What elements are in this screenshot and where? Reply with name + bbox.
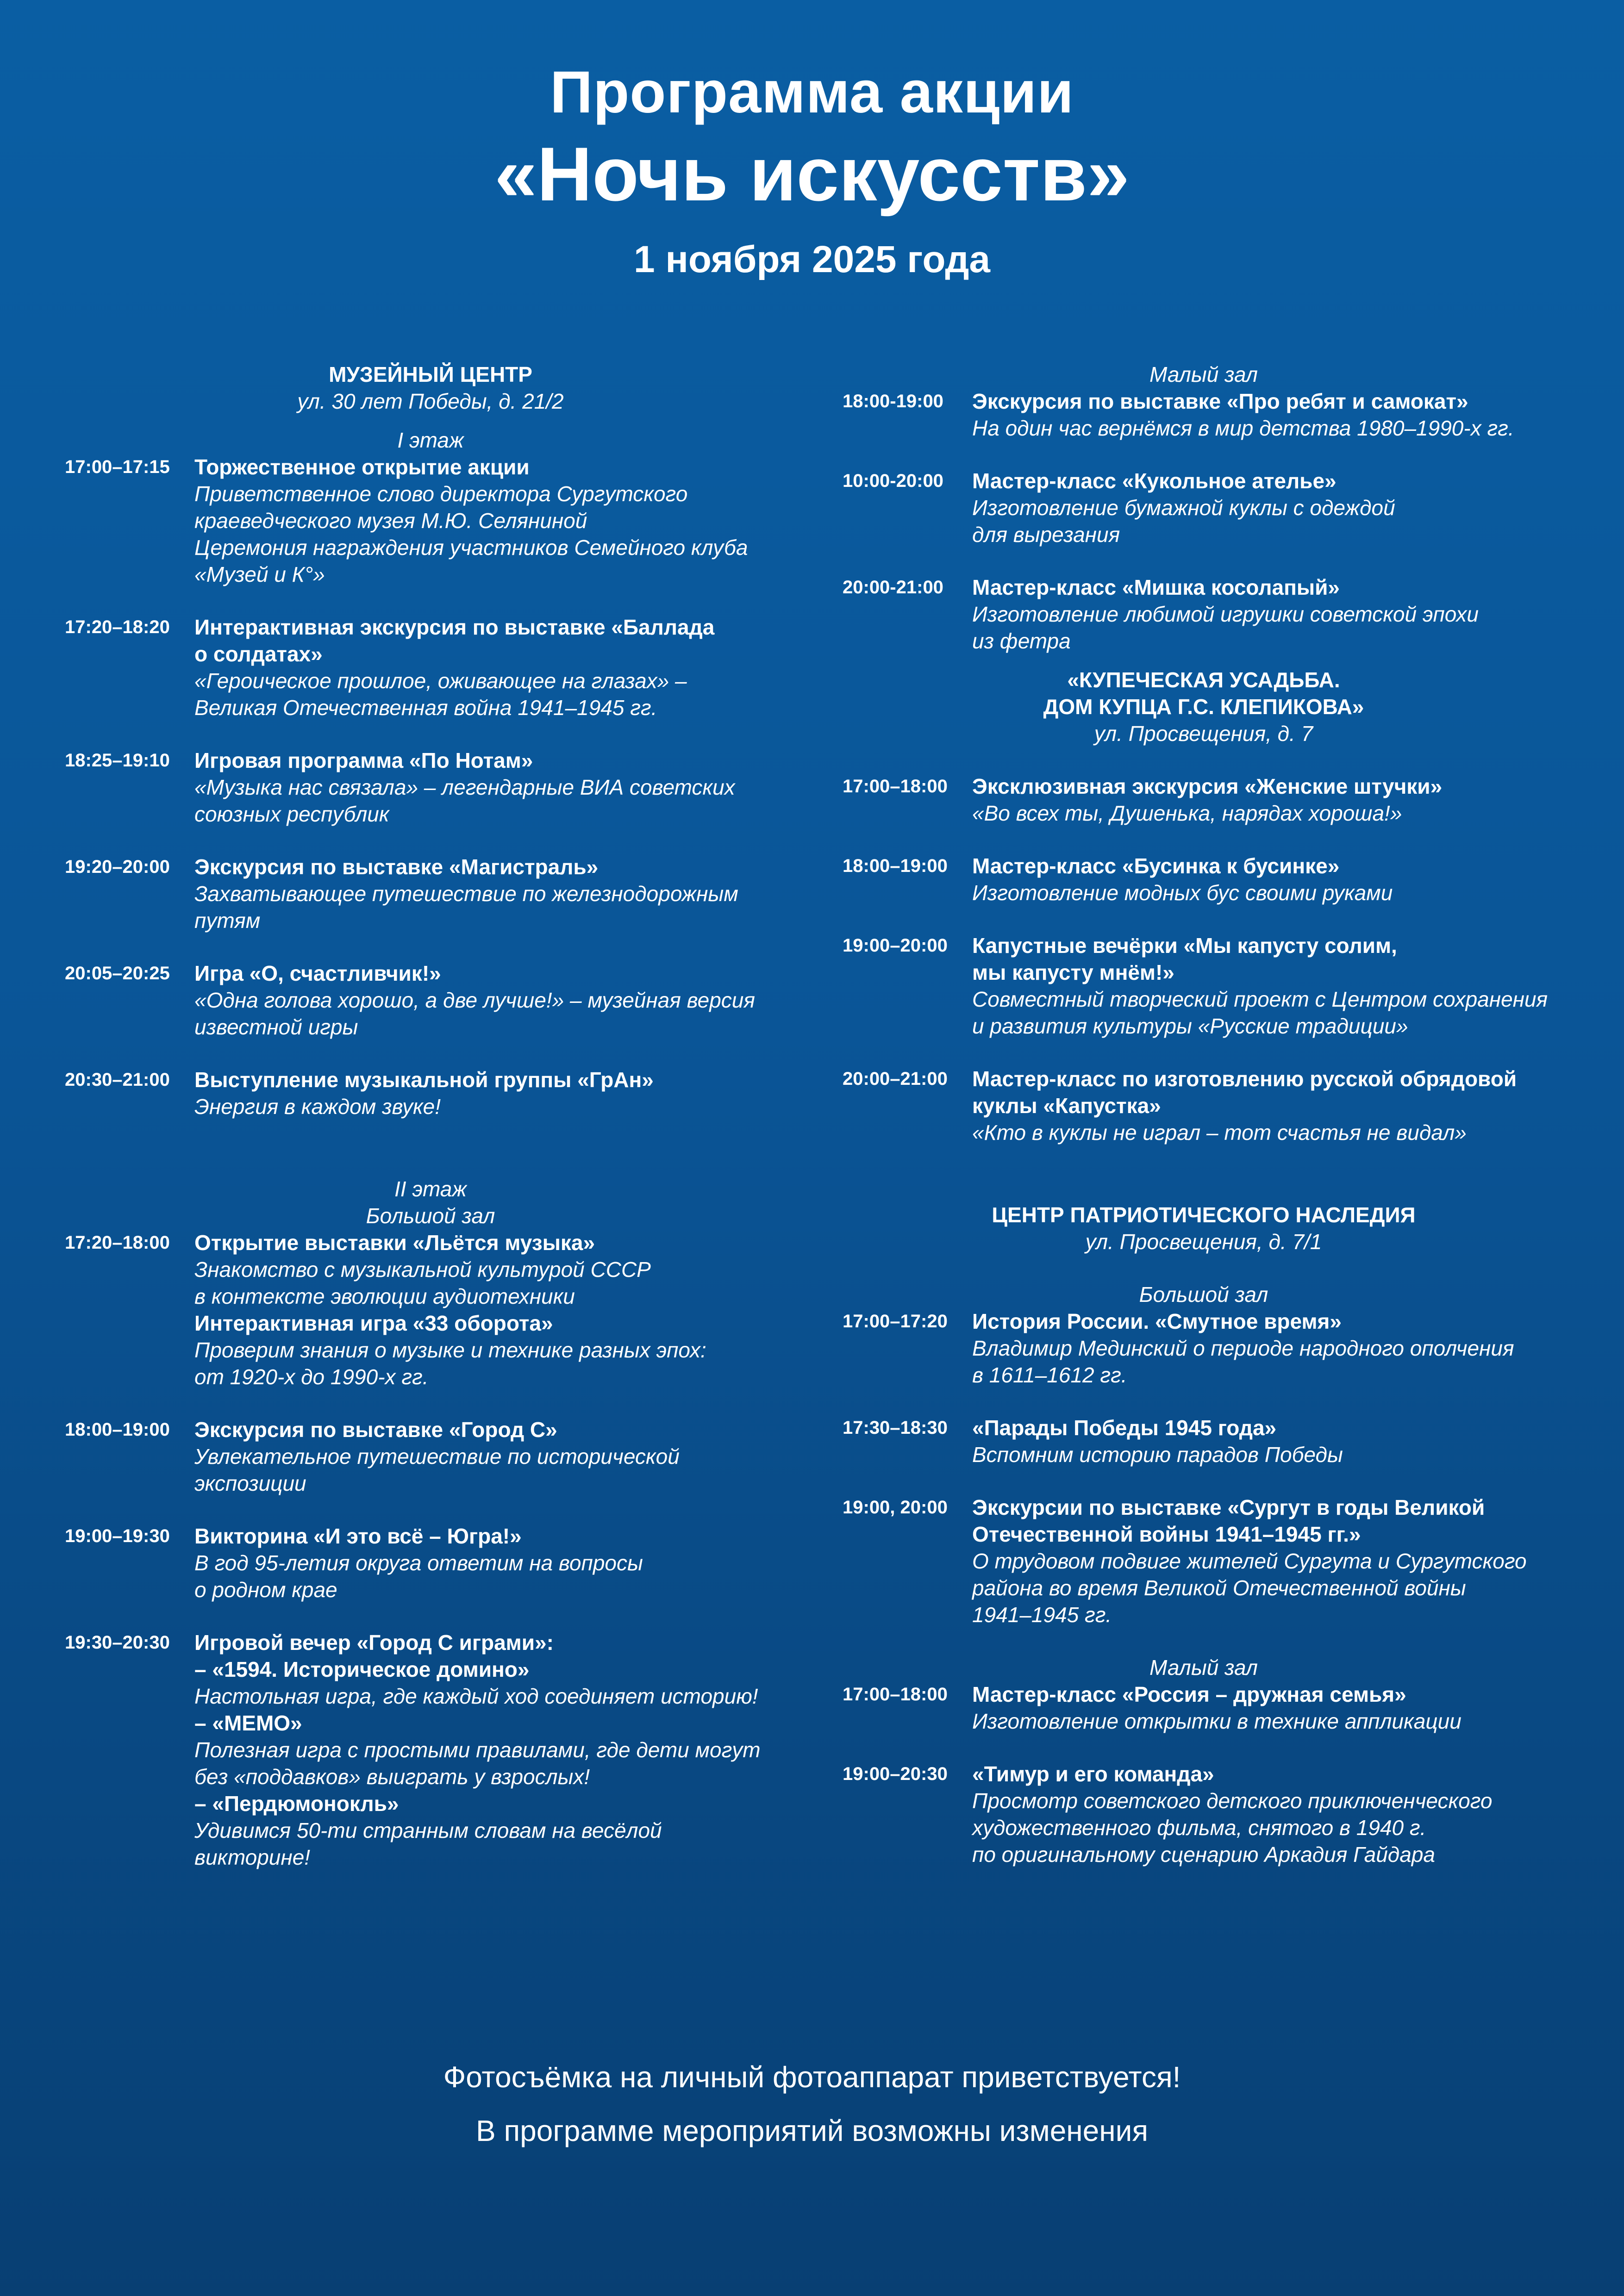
venue-address: ул. 30 лет Победы, д. 21/2 <box>297 389 564 413</box>
event-title: о солдатах» <box>194 642 323 666</box>
event-item <box>843 467 1565 548</box>
event-title: Торжественное открытие акции <box>194 455 530 479</box>
event-desc: «Одна голова хорошо, а две лучше!» – музейная версия <box>194 988 755 1012</box>
event-title: Экскурсии по выставке «Сургут в годы Великой <box>972 1495 1485 1519</box>
event-desc: «Кто в куклы не играл – тот счастья не видал» <box>972 1120 1467 1145</box>
event-desc: Знакомство с музыкальной культурой СССР <box>194 1257 651 1282</box>
event-desc: Энергия в каждом звуке! <box>194 1095 441 1119</box>
event-time: 19:00–20:30 <box>843 1764 948 1784</box>
event-desc: в 1611–1612 гг. <box>972 1363 1127 1387</box>
venue-name: МУЗЕЙНЫЙ ЦЕНТР <box>329 362 532 386</box>
event-item <box>843 852 1565 906</box>
event-time: 19:00–20:00 <box>843 935 948 956</box>
event-time: 17:00–17:15 <box>65 457 170 477</box>
event-title: Игровой вечер «Город С играми»: <box>194 1630 554 1655</box>
event-time: 18:00-19:00 <box>843 391 943 411</box>
event-time: 20:00-21:00 <box>843 577 943 597</box>
event-desc: О трудовом подвиге жителей Сургута и Сургутского <box>972 1549 1527 1573</box>
event-desc: Изготовление модных бус своими руками <box>972 881 1393 905</box>
event-desc: Изготовление любимой игрушки советской эпохи <box>972 602 1479 626</box>
event-time: 20:00–21:00 <box>843 1069 948 1089</box>
event-item <box>843 1494 1565 1628</box>
event-desc: 1941–1945 гг. <box>972 1603 1112 1627</box>
event-item <box>843 388 1565 442</box>
event-title: Эксклюзивная экскурсия «Женские штучки» <box>972 774 1443 798</box>
event-desc: Великая Отечественная война 1941–1945 гг. <box>194 696 657 720</box>
event-title: – «Пердюмонокль» <box>194 1792 399 1816</box>
event-desc: Проверим знания о музыке и технике разных эпох: <box>194 1338 706 1362</box>
event-title: – «МЕМО» <box>194 1711 302 1735</box>
event-desc: Владимир Мединский о периоде народного ополчения <box>972 1336 1514 1360</box>
poster-date: 1 ноября 2025 года <box>634 238 990 280</box>
venue-name: ДОМ КУПЦА Г.С. КЛЕПИКОВА» <box>1043 695 1364 719</box>
event-desc: и развития культуры «Русские традиции» <box>972 1014 1408 1038</box>
event-time: 17:20–18:20 <box>65 617 170 637</box>
event-desc: «Во всех ты, Душенька, нарядах хороша!» <box>972 801 1402 825</box>
poster-title-line1: Программа акции <box>550 59 1074 125</box>
event-item <box>65 1229 796 1390</box>
event-desc: района во время Великой Отечественной войны <box>972 1576 1466 1600</box>
floor1-events <box>65 454 796 1120</box>
event-title: Отечественной войны 1941–1945 гг.» <box>972 1522 1361 1546</box>
event-title: Интерактивная игра «33 оборота» <box>194 1311 553 1335</box>
event-desc: «Музыка нас связала» – легендарные ВИА советских <box>194 775 735 799</box>
event-title: Мастер-класс «Кукольное ателье» <box>972 469 1337 493</box>
event-item <box>843 574 1565 654</box>
event-desc: известной игры <box>194 1015 358 1039</box>
event-desc: путям <box>194 908 261 933</box>
event-title: Экскурсия по выставке «Магистраль» <box>194 855 599 879</box>
event-desc: На один час вернёмся в мир детства 1980–1990-х гг. <box>972 416 1514 440</box>
event-time: 17:00–18:00 <box>843 1684 948 1705</box>
event-desc: для вырезания <box>972 523 1120 547</box>
event-desc: по оригинальному сценарию Аркадия Гайдара <box>972 1842 1435 1867</box>
event-title: Мастер-класс «Россия – дружная семья» <box>972 1682 1406 1706</box>
event-desc: художественного фильма, снятого в 1940 г. <box>972 1816 1426 1840</box>
event-desc: союзных республик <box>194 802 389 826</box>
event-time: 19:30–20:30 <box>65 1632 170 1653</box>
event-desc: от 1920-х до 1990-х гг. <box>194 1365 429 1389</box>
event-title: Мастер-класс «Мишка косолапый» <box>972 575 1340 599</box>
hall-label: Малый зал <box>1149 362 1258 386</box>
event-desc: В год 95-летия округа ответим на вопросы <box>194 1551 643 1575</box>
event-time: 19:00, 20:00 <box>843 1497 948 1518</box>
event-item <box>843 1414 1565 1468</box>
event-desc: Захватывающее путешествие по железнодорожным <box>194 882 738 906</box>
event-desc: Приветственное слово директора Сургутского <box>194 482 688 506</box>
event-desc: в контексте эволюции аудиотехники <box>194 1284 575 1308</box>
poster-header <box>0 58 1624 283</box>
event-title: мы капусту мнём!» <box>972 960 1174 984</box>
event-time: 19:00–19:30 <box>65 1526 170 1546</box>
event-item <box>843 1308 1565 1388</box>
event-desc: Удивимся 50-ти странным словам на весёлой <box>194 1818 662 1842</box>
right-column <box>843 361 1565 1868</box>
event-title: Игровая программа «По Нотам» <box>194 748 533 772</box>
event-time: 10:00-20:00 <box>843 471 943 491</box>
event-desc: викторине! <box>194 1845 311 1869</box>
event-desc: краеведческого музея М.Ю. Селяниной <box>194 509 587 533</box>
venue-merchant-estate <box>843 666 1565 747</box>
event-desc: о родном крае <box>194 1578 337 1602</box>
event-item <box>65 960 796 1040</box>
footer-note-photo: Фотосъёмка на личный фотоаппарат приветствуется! <box>443 2060 1181 2094</box>
event-desc: Изготовление бумажной куклы с одеждой <box>972 496 1395 520</box>
event-time: 17:00–17:20 <box>843 1311 948 1332</box>
event-item <box>843 773 1565 827</box>
event-item <box>65 1629 796 1871</box>
event-item <box>843 1065 1565 1146</box>
event-time: 17:20–18:00 <box>65 1232 170 1253</box>
event-item <box>65 1523 796 1603</box>
event-item <box>65 853 796 934</box>
event-title: Капустные вечёрки «Мы капусту солим, <box>972 933 1397 958</box>
event-desc: «Музей и К°» <box>194 562 325 586</box>
event-item <box>65 1416 796 1497</box>
event-title: Мастер-класс «Бусинка к бусинке» <box>972 854 1340 878</box>
event-title: Открытие выставки «Льётся музыка» <box>194 1231 595 1255</box>
event-title: Экскурсия по выставке «Город С» <box>194 1418 557 1442</box>
event-desc: Совместный творческий проект с Центром сохранения <box>972 987 1548 1011</box>
event-title: История России. «Смутное время» <box>972 1309 1342 1333</box>
venue-patriotic-center <box>843 1201 1565 1255</box>
event-title: Выступление музыкальной группы «ГрАн» <box>194 1068 654 1092</box>
event-item <box>65 454 796 588</box>
event-title: Интерактивная экскурсия по выставке «Баллада <box>194 615 715 639</box>
venue-address: ул. Просвещения, д. 7 <box>1094 722 1313 746</box>
hall-label: Малый зал <box>1149 1655 1258 1680</box>
event-time: 17:00–18:00 <box>843 776 948 796</box>
event-item <box>65 747 796 828</box>
event-desc: Полезная игра с простыми правилами, где дети могут <box>194 1738 761 1762</box>
event-time: 20:05–20:25 <box>65 963 170 983</box>
poster-footer <box>0 2050 1624 2158</box>
event-desc: Вспомним историю парадов Победы <box>972 1443 1343 1467</box>
event-time: 19:20–20:00 <box>65 857 170 877</box>
event-item <box>843 932 1565 1039</box>
event-title: «Парады Победы 1945 года» <box>972 1416 1277 1440</box>
event-desc: Увлекательное путешествие по исторической <box>194 1444 680 1468</box>
event-desc: Церемония награждения участников Семейного клуба <box>194 535 748 560</box>
event-desc: экспозиции <box>194 1471 306 1495</box>
event-title: куклы «Капустка» <box>972 1094 1161 1118</box>
venue-address: ул. Просвещения, д. 7/1 <box>1085 1230 1322 1254</box>
event-desc: из фетра <box>972 629 1071 653</box>
event-item <box>65 1066 796 1120</box>
venue-name: ЦЕНТР ПАТРИОТИЧЕСКОГО НАСЛЕДИЯ <box>992 1203 1416 1227</box>
event-title: – «1594. Историческое домино» <box>194 1657 530 1681</box>
event-title: Экскурсия по выставке «Про ребят и самокат» <box>972 389 1468 413</box>
hall-label: Большой зал <box>1139 1282 1268 1307</box>
floor-label: II этаж <box>394 1177 467 1201</box>
event-title: Викторина «И это всё – Югра!» <box>194 1524 522 1548</box>
event-title: «Тимур и его команда» <box>972 1762 1214 1786</box>
poster-title-line2: «Ночь искусств» <box>494 131 1130 217</box>
event-time: 18:00–19:00 <box>843 856 948 876</box>
event-desc: Просмотр советского детского приключенческого <box>972 1789 1493 1813</box>
event-time: 20:30–21:00 <box>65 1070 170 1090</box>
event-desc: «Героическое прошлое, оживающее на глазах» – <box>194 669 687 693</box>
event-title: Игра «О, счастливчик!» <box>194 961 441 985</box>
event-time: 18:00–19:00 <box>65 1419 170 1440</box>
floor2-events <box>65 1229 796 1871</box>
event-item <box>843 1761 1565 1868</box>
event-title: Мастер-класс по изготовлению русской обрядовой <box>972 1067 1517 1091</box>
event-desc: Настольная игра, где каждый ход соединяет историю! <box>194 1684 758 1708</box>
event-time: 17:30–18:30 <box>843 1418 948 1438</box>
event-desc: Изготовление открытки в технике аппликации <box>972 1709 1462 1733</box>
left-column <box>65 361 796 1871</box>
event-time: 18:25–19:10 <box>65 750 170 771</box>
floor-label: I этаж <box>397 428 464 452</box>
venue-name: «КУПЕЧЕСКАЯ УСАДЬБА. <box>1067 668 1340 692</box>
event-item <box>65 614 796 721</box>
hall-label: Большой зал <box>366 1204 495 1228</box>
venue-museum-center <box>65 361 796 415</box>
event-desc: без «поддавков» выиграть у взрослых! <box>194 1765 590 1789</box>
event-item <box>843 1681 1565 1735</box>
footer-note-changes: В программе мероприятий возможны изменения <box>476 2114 1148 2147</box>
